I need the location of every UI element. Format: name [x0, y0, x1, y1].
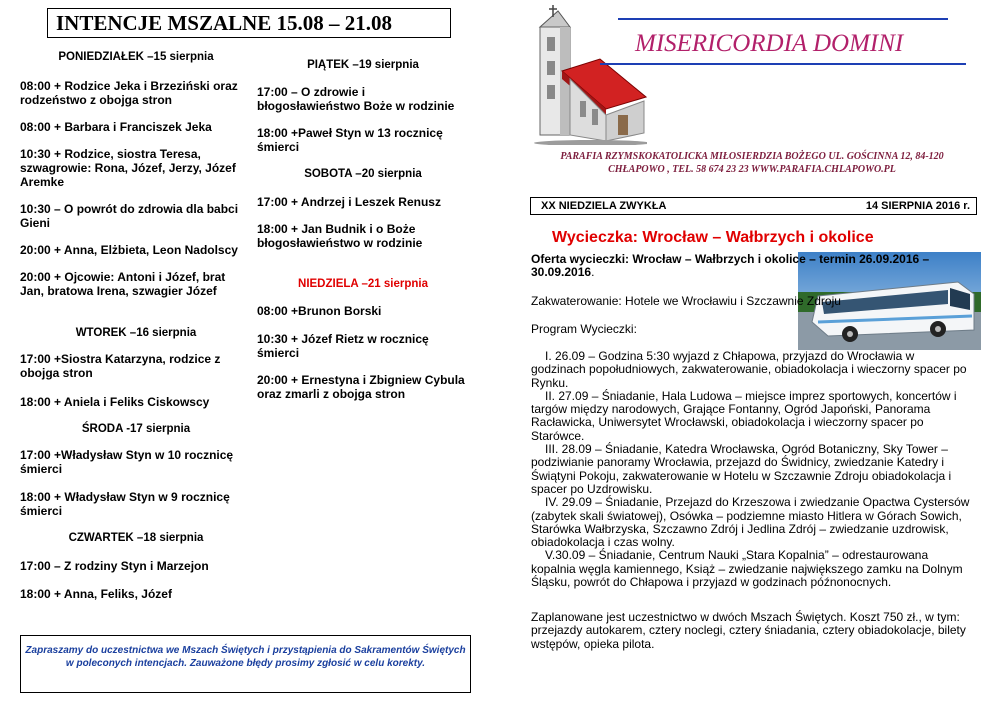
mass-intention: 08:00 + Rodzice Jeka i Brzeziński oraz rodzeństwo z obojga stron	[20, 79, 238, 107]
mass-intention: 17:00 – O zdrowie i błogosławieństwo Boże w rodzinie	[257, 85, 455, 113]
program-label: Program Wycieczki:	[531, 322, 637, 336]
mass-intention: 18:00 + Jan Budnik i o Boże błogosławieństwo w rodzinie	[257, 222, 423, 250]
mass-intention: 18:00 + Władysław Styn w 9 rocznicę śmierci	[20, 490, 230, 518]
mass-intention: 08:00 +Brunon Borski	[257, 304, 382, 318]
mass-intention: 10:30 + Rodzice, siostra Teresa, szwagrowie: Rona, Józef, Jerzy, Józef Aremke	[20, 147, 236, 189]
parish-address: PARAFIA RZYMSKOKATOLICKA MIŁOSIERDZIA BOŻEGO UL. GOŚCINNA 12, 84-120 CHŁAPOWO , TEL. 58 674 23 23 WWW.PARAFIA.CHLAPOWO.PL	[560, 151, 944, 175]
trip-footer: Zaplanowane jest uczestnictwo w dwóch Mszach Świętych. Koszt 750 zł., w tym: przejazdy autokarem, cztery noclegi, cztery śniadania, cztery obiadokolacje, bilety wstępów, opieka pilota.	[531, 610, 966, 651]
intentions-title: INTENCJE MSZALNE 15.08 – 21.08	[47, 8, 451, 38]
offer-end: .	[591, 265, 595, 280]
offer-text: Oferta wycieczki: Wrocław – Wałbrzych i okolice – termin 26.09.2016 – 30.09.2016	[531, 252, 930, 280]
day-heading: PIĄTEK –19 sierpnia	[307, 59, 419, 71]
mass-intention: 20:00 + Anna, Elżbieta, Leon Nadolscy	[20, 243, 238, 257]
header-rule-bottom	[600, 63, 966, 65]
header-rule-top	[618, 18, 948, 20]
mass-intention: 20:00 + Ojcowie: Antoni i Józef, brat Jan, bratowa Irena, szwagier Józef	[20, 270, 226, 298]
day-heading: SOBOTA –20 sierpnia	[304, 168, 422, 180]
trip-offer	[531, 253, 971, 280]
trip-title: Wycieczka: Wrocław – Wałbrzych i okolice	[552, 229, 874, 246]
mass-intention: 08:00 + Barbara i Franciszek Jeka	[20, 120, 212, 134]
program-day: II. 27.09 – Śniadanie, Hala Ludowa – miejsce imprez sportowych, koncertów i targów między narodowych, Grające Fontanny, Ogród Japoński, Panorama Racławicka, Uniwersytet Wrocławski, obiadokolacja i wieczorny spacer po Starówce.	[531, 388, 957, 443]
program-days	[531, 350, 971, 589]
mass-intention: 10:30 + Józef Rietz w rocznicę śmierci	[257, 332, 429, 360]
day-heading: NIEDZIELA –21 sierpnia	[298, 278, 428, 290]
mass-intention: 20:00 + Ernestyna i Zbigniew Cybula oraz zmarli z obojga stron	[257, 373, 465, 401]
mass-intention: 17:00 +Siostra Katarzyna, rodzice z obojga stron	[20, 352, 221, 380]
sunday-name: XX NIEDZIELA ZWYKŁA	[541, 200, 667, 212]
mass-intention: 17:00 + Andrzej i Leszek Renusz	[257, 195, 441, 209]
day-heading: WTOREK –16 sierpnia	[75, 327, 197, 339]
issue-date: 14 SIERPNIA 2016 r.	[865, 200, 970, 212]
mass-intention: 18:00 + Aniela i Feliks Ciskowscy	[20, 395, 210, 409]
program-day: IV. 29.09 – Śniadanie, Przejazd do Krzeszowa i zwiedzanie Opactwa Cystersów (zabytek skali światowej), Osówka – podziemne miasto Hitlera w Górach Sowich, Starówka Wałbrzyska, Szczawno Zdrój i Jedlina Zdrój – zwiedzanie uzdrowisk, obiadokolacja i czas wolny.	[531, 495, 970, 550]
bulletin-brand: MISERICORDIA DOMINI	[635, 30, 904, 57]
mass-intention: 17:00 – Z rodziny Styn i Marzejon	[20, 559, 209, 573]
church-illustration	[522, 5, 647, 145]
trip-lodging: Zakwaterowanie: Hotele we Wrocławiu i Szczawnie Zdroju	[531, 294, 841, 308]
day-heading: CZWARTEK –18 sierpnia	[68, 532, 204, 544]
mass-intention: 10:30 – O powrót do zdrowia dla babci Gieni	[20, 202, 239, 230]
program-day: I. 26.09 – Godzina 5:30 wyjazd z Chłapowa, przyjazd do Wrocławia w godzinach popołudniowych, zakwaterowanie, obiadokolacja i wieczorny spacer po Rynku.	[531, 349, 967, 390]
mass-intention: 17:00 +Władysław Styn w 10 rocznicę śmierci	[20, 448, 234, 476]
issue-bar	[530, 197, 977, 215]
mass-intention: 18:00 + Anna, Feliks, Józef	[20, 587, 172, 601]
program-day: V.30.09 – Śniadanie, Centrum Nauki „Stara Kopalnia” – odrestaurowana kopalnia węgla kamiennego, Książ – zwiedzanie największego zamku na Dolnym Śląsku, powrót do Chłapowa i przyjazd w godzinach późnonocnych.	[531, 548, 963, 590]
day-heading: ŚRODA -17 sierpnia	[81, 423, 191, 435]
mass-intention: 18:00 +Paweł Styn w 13 rocznicę śmierci	[257, 126, 443, 154]
program-day: III. 28.09 – Śniadanie, Katedra Wrocławska, Ogród Botaniczny, Sky Tower – podziwianie panoramy Wrocławia, przejazd do Świdnicy, zwiedzanie Katedry i Świątyni Pokoju, zakwaterowanie w Hotelu w Szczawnie Zdroju obiadokolacja i spacer po Uzdrowisku.	[531, 442, 952, 496]
day-heading: PONIEDZIAŁEK –15 sierpnia	[58, 51, 214, 63]
invitation-notice: Zapraszamy do uczestnictwa we Mszach Świętych i przystąpienia do Sakramentów Świętych w poleconych intencjach. Zauważone błędy prosimy zgłosić w celu korekty.	[20, 635, 471, 693]
